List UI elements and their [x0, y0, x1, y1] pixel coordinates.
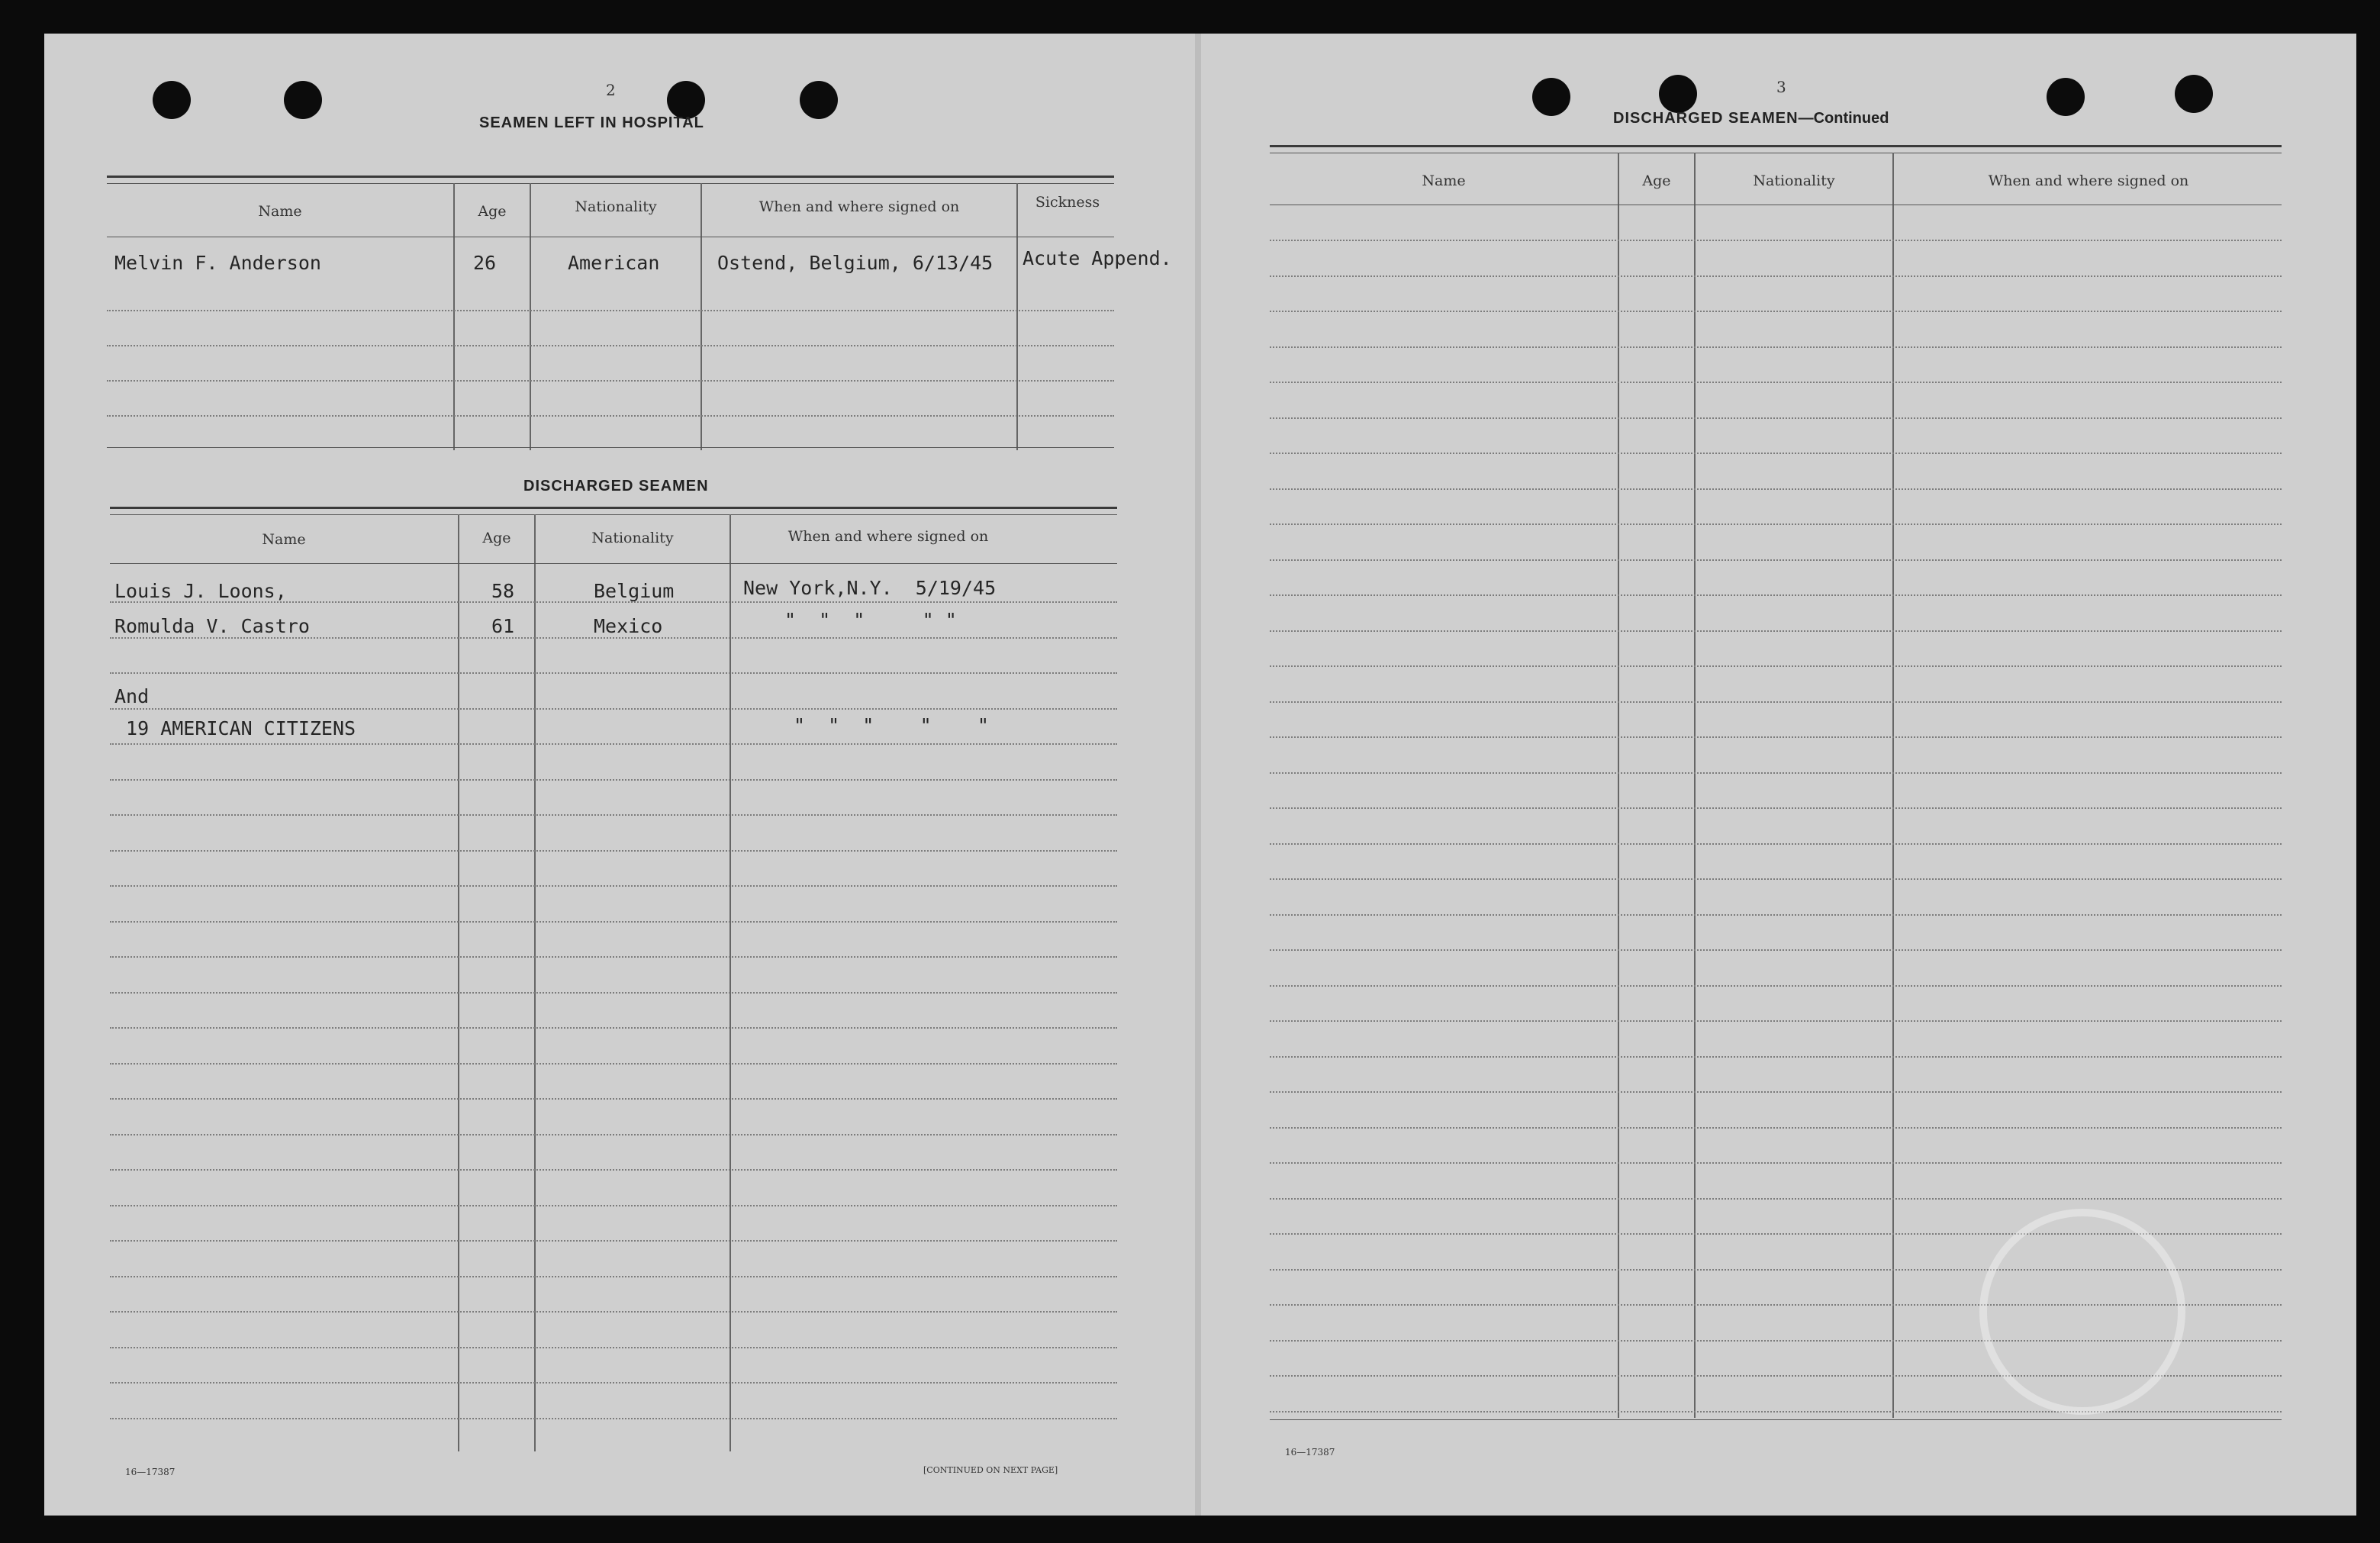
ruling-line: [110, 1027, 1117, 1029]
hospital-row-age: 26: [473, 252, 497, 274]
header-age: Age: [1642, 172, 1671, 189]
header-name: Name: [262, 531, 306, 548]
ruling-line: [1270, 1411, 2282, 1413]
ruling-line: [110, 850, 1117, 852]
title-suffix: —Continued: [1798, 110, 1889, 127]
ruling-line: [110, 1382, 1117, 1384]
ruling-line: [1270, 807, 2282, 809]
left-page: [44, 34, 1196, 1516]
page-number: 2: [606, 81, 616, 99]
ruling-line: [110, 637, 1117, 639]
ruling-line: [110, 1240, 1117, 1242]
hospital-section-title: SEAMEN LEFT IN HOSPITAL: [479, 114, 704, 131]
discharged-row-nationality: Belgium: [594, 580, 675, 602]
ruling-line: [1270, 382, 2282, 383]
discharged-continued-title: [1613, 110, 1889, 127]
discharged-row-age: 61: [491, 615, 515, 637]
discharged-row-signed-on: " " " " ": [794, 714, 989, 736]
punch-hole: [284, 81, 322, 119]
ruling-line: [1270, 523, 2282, 525]
ruling-line: [110, 1205, 1117, 1206]
ruling-line: [1270, 1198, 2282, 1200]
discharged-row-name: And: [114, 685, 150, 707]
form-number: 16—17387: [1285, 1447, 1335, 1458]
punch-hole: [2047, 78, 2085, 116]
ruling-line: [1270, 275, 2282, 277]
ruling-line: [1270, 914, 2282, 916]
discharged-row-name: Louis J. Loons,: [114, 580, 287, 602]
header-signed-on: When and where signed on: [787, 528, 989, 545]
discharged-row-name: Romulda V. Castro: [114, 615, 310, 637]
ruling-line: [1270, 417, 2282, 419]
ruling-line: [110, 1134, 1117, 1136]
ruling-line: [1270, 985, 2282, 987]
ruling-line: [1270, 630, 2282, 632]
ruling-line: [1270, 559, 2282, 561]
ruling-line: [1270, 1056, 2282, 1058]
title-main: DISCHARGED SEAMEN: [1613, 110, 1799, 127]
header-nationality: Nationality: [1753, 172, 1835, 189]
punch-hole: [1532, 78, 1570, 116]
page-number: 3: [1776, 78, 1786, 96]
ruling-line: [110, 1347, 1117, 1348]
ruling-line: [1270, 1020, 2282, 1022]
ruling-line: [110, 1418, 1117, 1419]
header-nationality: Nationality: [591, 530, 674, 546]
ruling-line: [110, 1063, 1117, 1065]
ruling-line: [1270, 843, 2282, 845]
hospital-row-nationality: American: [568, 252, 660, 274]
ruling-line: [110, 956, 1117, 958]
ruling-line: [1270, 736, 2282, 738]
ruling-line: [1270, 701, 2282, 703]
ruling-line: [110, 1098, 1117, 1100]
hospital-row-name: Melvin F. Anderson: [114, 252, 321, 274]
discharged-row-age: 58: [491, 580, 515, 602]
ruling-line: [110, 921, 1117, 923]
discharged-table: [110, 502, 1117, 1456]
discharged-section-title: DISCHARGED SEAMEN: [523, 478, 709, 494]
punch-hole: [153, 81, 191, 119]
ruling-line: [1270, 772, 2282, 774]
ruling-line: [1270, 1162, 2282, 1164]
header-age: Age: [482, 530, 511, 546]
ruling-line: [110, 885, 1117, 887]
ruling-line: [1270, 878, 2282, 880]
ruling-line: [110, 1169, 1117, 1171]
header-name: Name: [1422, 172, 1466, 189]
discharged-row-signed-on: New York,N.Y. 5/19/45: [743, 577, 997, 599]
punch-hole: [667, 81, 705, 119]
header-nationality: Nationality: [575, 198, 657, 215]
ruling-line: [1270, 1127, 2282, 1129]
ruling-line: [1270, 949, 2282, 951]
ruling-line: [110, 708, 1117, 710]
ruling-line: [110, 814, 1117, 816]
header-signed-on: When and where signed on: [758, 198, 960, 215]
ruling-line: [1270, 665, 2282, 667]
hospital-row-sickness: Acute Append.: [1023, 247, 1172, 269]
ruling-line: [1270, 488, 2282, 490]
header-signed-on: When and where signed on: [1988, 172, 2189, 189]
ruling-line: [1270, 453, 2282, 454]
ruling-line: [110, 672, 1117, 674]
hospital-table: [107, 143, 1172, 456]
header-name: Name: [258, 203, 302, 220]
faded-stamp: [1979, 1209, 2185, 1415]
ruling-line: [1270, 240, 2282, 241]
ruling-line: [1270, 1091, 2282, 1093]
ruling-line: [110, 743, 1117, 745]
discharged-row-signed-on: " " " " ": [784, 609, 957, 631]
header-sickness: Sickness: [1035, 194, 1100, 211]
header-age: Age: [478, 203, 507, 220]
punch-hole: [2175, 75, 2213, 113]
discharged-row-nationality: Mexico: [594, 615, 663, 637]
ruling-line: [1270, 346, 2282, 348]
form-number: 16—17387: [125, 1467, 176, 1477]
ruling-line: [110, 992, 1117, 994]
ruling-line: [1270, 311, 2282, 312]
right-page: [1201, 34, 2356, 1516]
ruling-line: [110, 779, 1117, 781]
punch-hole: [800, 81, 838, 119]
discharged-row-name: 19 AMERICAN CITIZENS: [114, 717, 356, 739]
ruling-line: [110, 1311, 1117, 1313]
ruling-line: [110, 1276, 1117, 1277]
hospital-row-signed-on: Ostend, Belgium, 6/13/45: [717, 252, 994, 274]
punch-hole: [1659, 75, 1697, 113]
ruling-line: [1270, 594, 2282, 596]
continued-note: [CONTINUED ON NEXT PAGE]: [923, 1465, 1058, 1475]
ruling-line: [110, 601, 1117, 603]
